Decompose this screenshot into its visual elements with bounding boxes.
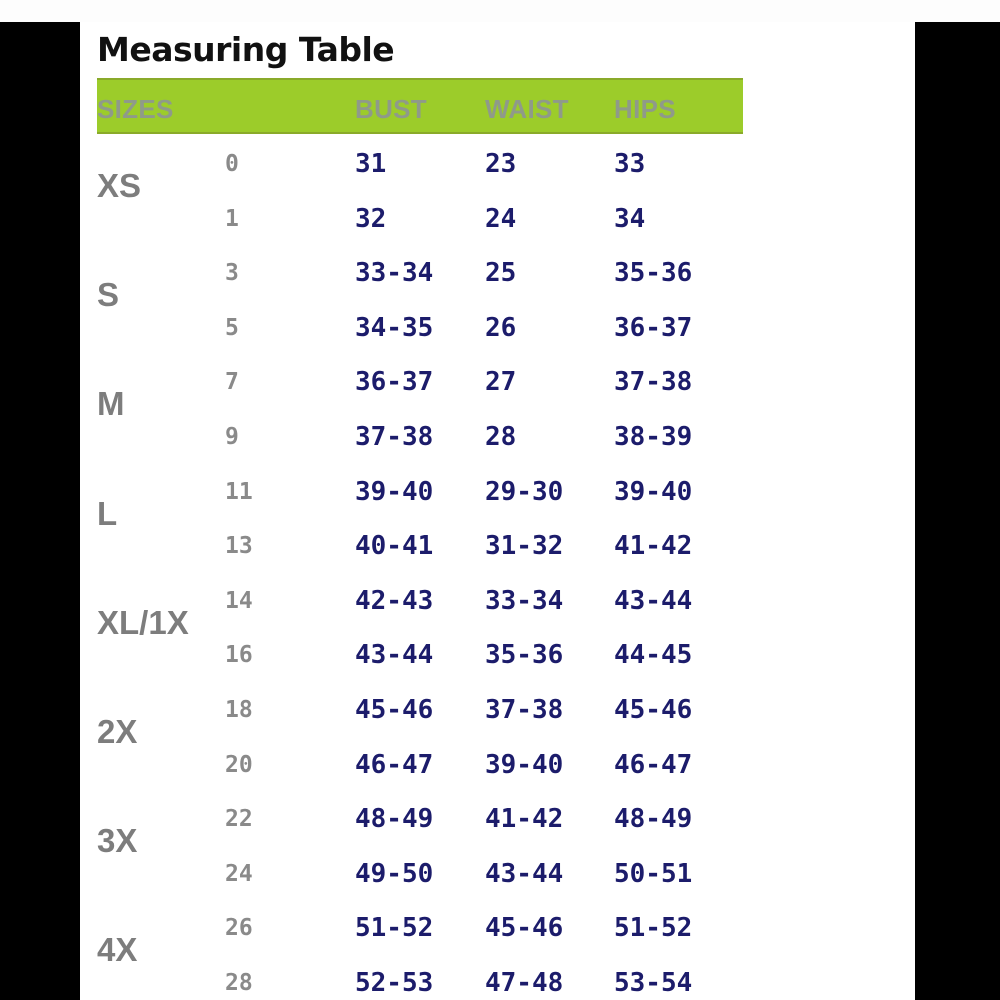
bust-value: 42-43 (355, 585, 434, 616)
hips-value: 36-37 (614, 312, 693, 343)
hips-value: 34 (614, 203, 646, 234)
waist-value: 28 (485, 422, 517, 452)
waist-value: 39-40 (485, 749, 564, 780)
hips-value: 51-52 (614, 913, 693, 944)
bust-value: 45-46 (355, 695, 434, 725)
size-label: XL/1X (97, 603, 189, 641)
size-number: 18 (225, 697, 253, 723)
waist-value: 47-48 (485, 968, 564, 998)
hips-value: 43-44 (614, 585, 693, 616)
hips-value: 39-40 (614, 476, 693, 507)
size-label: XS (97, 167, 142, 204)
bust-value: 33-34 (355, 258, 434, 289)
waist-value: 23 (485, 149, 517, 179)
bust-value: 51-52 (355, 913, 434, 944)
size-number: 11 (225, 478, 253, 505)
hips-value: 46-47 (614, 749, 693, 780)
header-waist: WAIST (485, 94, 569, 124)
waist-value: 43-44 (485, 858, 564, 889)
hips-value: 38-39 (614, 422, 693, 452)
waist-value: 31-32 (485, 531, 564, 562)
bust-value: 36-37 (355, 367, 434, 398)
size-label: S (97, 276, 120, 314)
size-number: 9 (225, 424, 239, 450)
size-number: 5 (225, 314, 239, 341)
table-header-bar (97, 78, 743, 134)
header-bust: BUST (355, 94, 427, 124)
hips-value: 37-38 (614, 367, 693, 398)
waist-value: 33-34 (485, 585, 564, 616)
size-number: 20 (225, 751, 253, 778)
hips-value: 48-49 (614, 804, 693, 835)
hips-value: 33 (614, 149, 646, 179)
size-number: 3 (225, 260, 239, 287)
size-number: 22 (225, 806, 253, 833)
bust-value: 49-50 (355, 858, 434, 889)
size-label: L (97, 494, 118, 532)
top-strip (0, 0, 1000, 22)
size-label: 3X (97, 822, 138, 860)
bust-value: 52-53 (355, 968, 434, 998)
bust-value: 32 (355, 203, 387, 234)
waist-value: 35-36 (485, 640, 564, 671)
waist-value: 27 (485, 367, 517, 398)
bust-value: 31 (355, 149, 387, 179)
waist-value: 26 (485, 312, 517, 343)
size-number: 1 (225, 205, 239, 232)
hips-value: 41-42 (614, 531, 693, 562)
size-label: 2X (97, 713, 138, 750)
bust-value: 48-49 (355, 804, 434, 835)
bust-value: 43-44 (355, 640, 434, 671)
size-number: 0 (225, 151, 239, 177)
hips-value: 50-51 (614, 858, 693, 889)
size-label: 4X (97, 931, 138, 969)
header-sizes: SIZES (97, 94, 174, 124)
size-number: 7 (225, 369, 239, 396)
bust-value: 40-41 (355, 531, 434, 562)
bust-value: 46-47 (355, 749, 434, 780)
waist-value: 29-30 (485, 476, 564, 507)
bust-value: 34-35 (355, 312, 434, 343)
size-number: 16 (225, 642, 253, 669)
waist-value: 45-46 (485, 913, 564, 944)
hips-value: 35-36 (614, 258, 693, 289)
size-label: M (97, 385, 125, 423)
size-number: 24 (225, 860, 253, 887)
waist-value: 41-42 (485, 804, 564, 835)
header-hips: HIPS (614, 94, 676, 124)
size-number: 28 (225, 970, 253, 996)
page-title: Measuring Table (97, 30, 395, 69)
waist-value: 24 (485, 203, 517, 234)
measuring-table-panel (80, 22, 915, 1000)
size-number: 13 (225, 533, 253, 560)
hips-value: 45-46 (614, 695, 693, 725)
hips-value: 44-45 (614, 640, 693, 671)
size-number: 14 (225, 587, 253, 614)
bust-value: 39-40 (355, 476, 434, 507)
size-number: 26 (225, 915, 253, 942)
waist-value: 25 (485, 258, 517, 289)
waist-value: 37-38 (485, 695, 564, 725)
hips-value: 53-54 (614, 968, 693, 998)
bust-value: 37-38 (355, 422, 434, 452)
